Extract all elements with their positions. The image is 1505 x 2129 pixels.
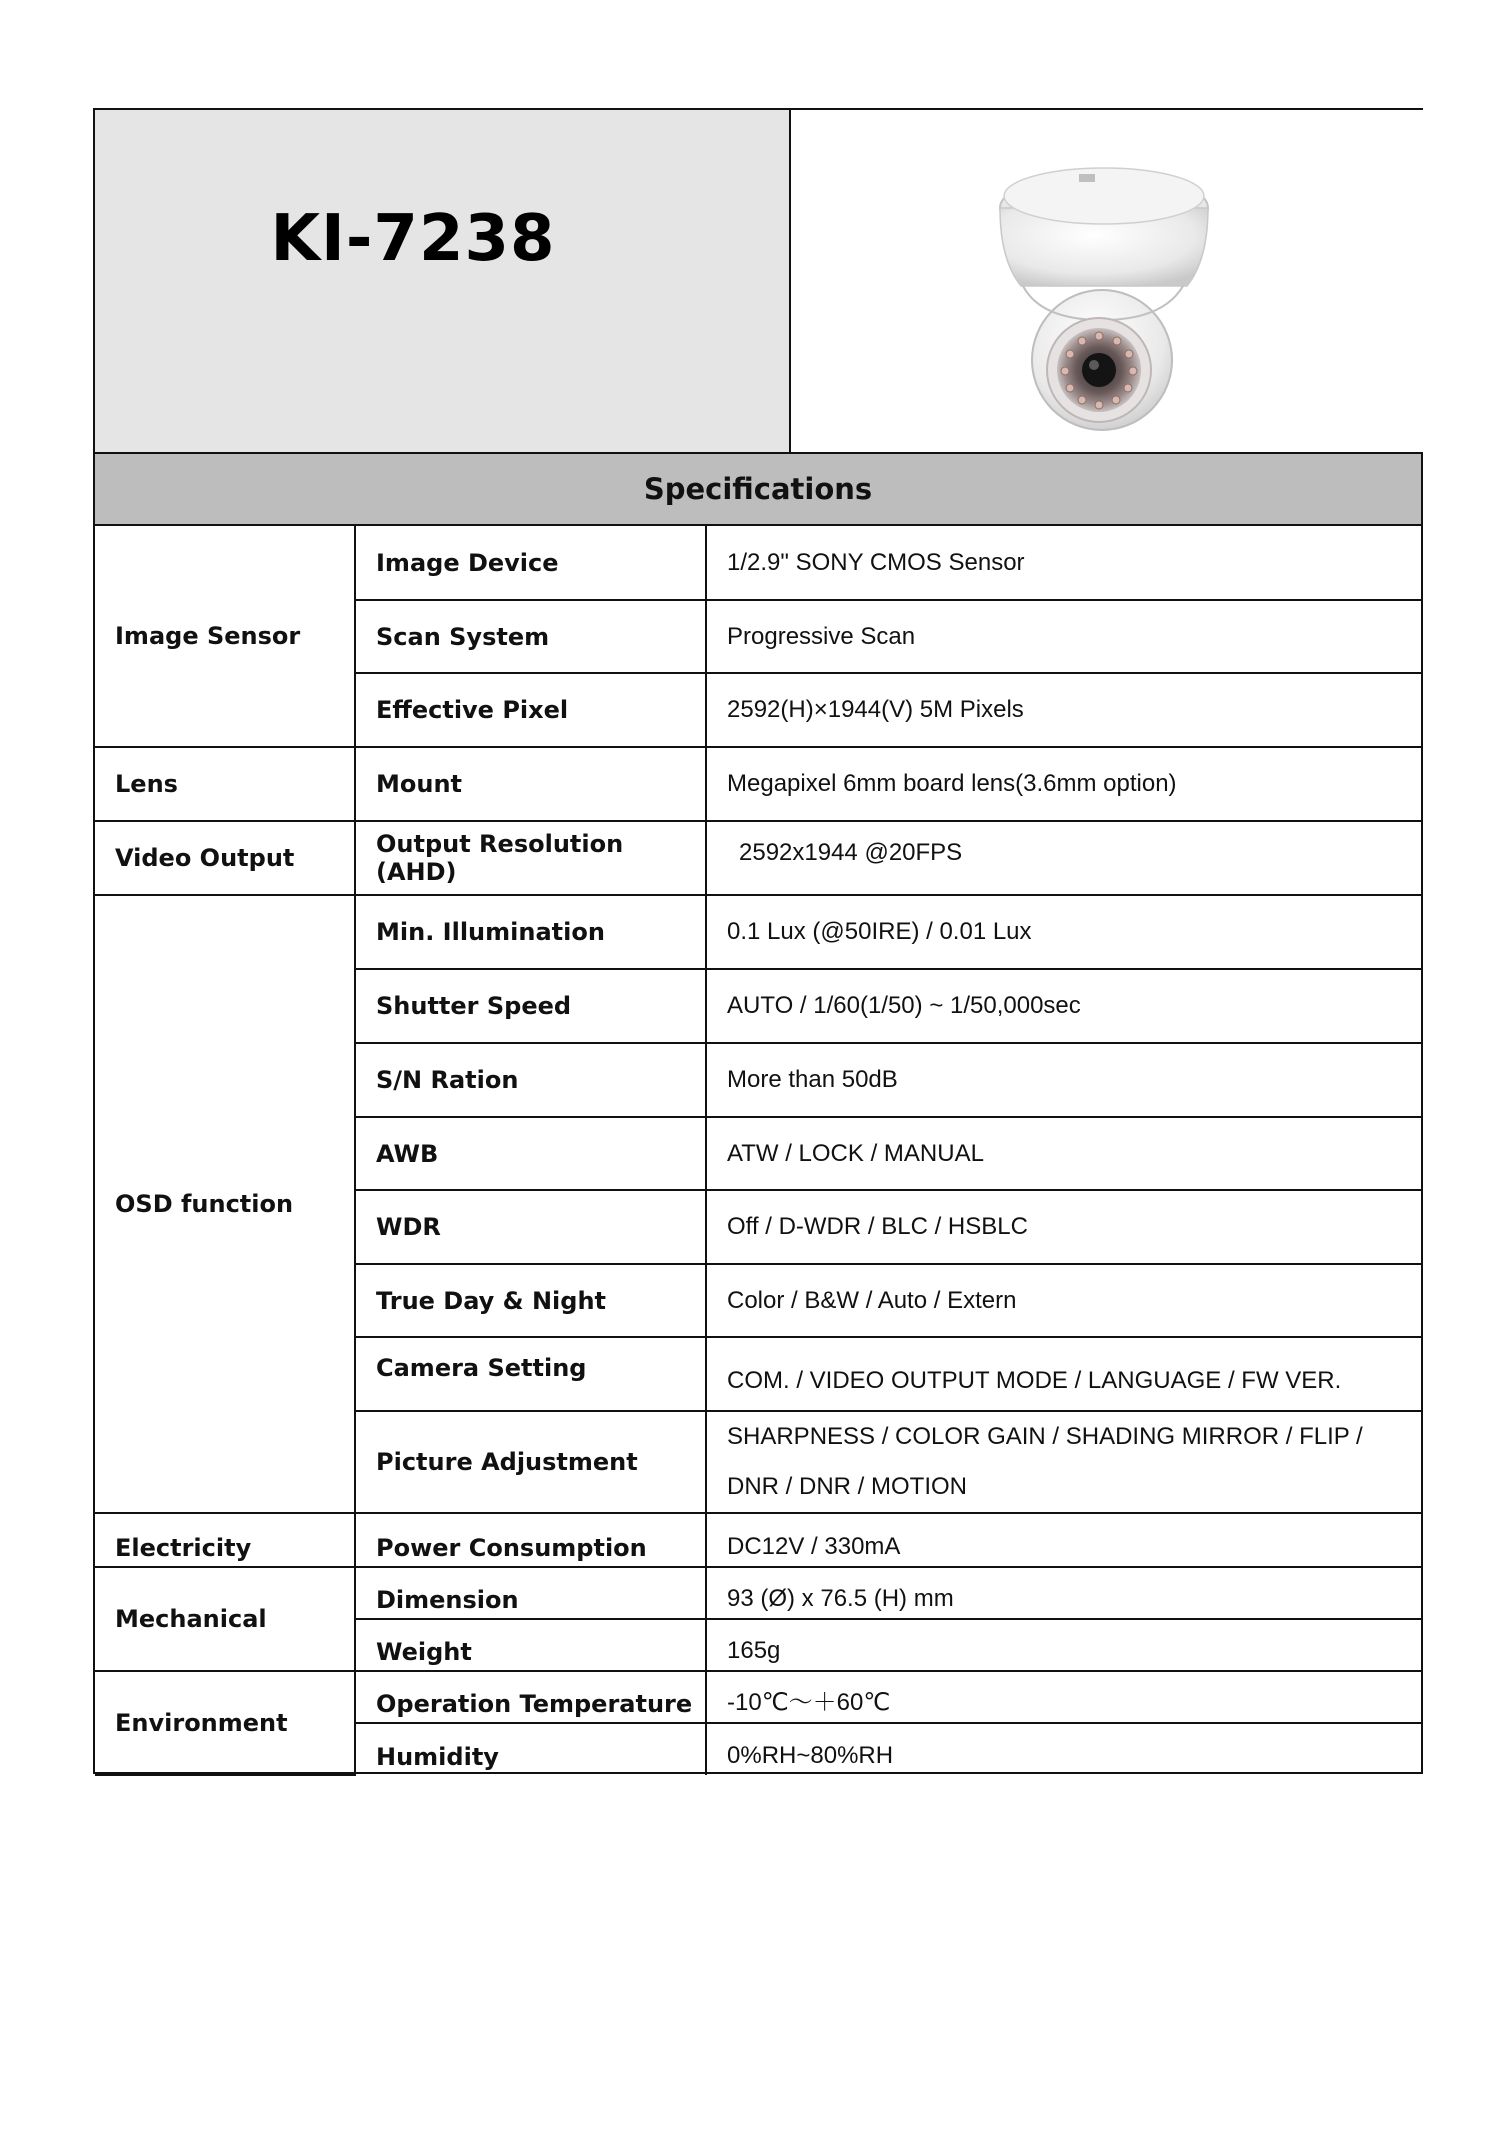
specifications-heading: Specifications bbox=[643, 472, 873, 506]
value-cell: 0%RH~80%RH bbox=[706, 1723, 1421, 1775]
table-row bbox=[95, 821, 1421, 895]
item-cell: Mount bbox=[355, 747, 706, 821]
item-cell: Weight bbox=[355, 1619, 706, 1671]
category-cell: Environment bbox=[95, 1671, 355, 1775]
category-cell: Electricity bbox=[95, 1513, 355, 1567]
category-cell: Lens bbox=[95, 747, 355, 821]
value-cell: COM. / VIDEO OUTPUT MODE / LANGUAGE / FW VER. bbox=[706, 1337, 1421, 1411]
item-cell: Scan System bbox=[355, 600, 706, 673]
item-cell: Image Device bbox=[355, 526, 706, 600]
category-cell: Mechanical bbox=[95, 1567, 355, 1671]
item-cell: S/N Ration bbox=[355, 1043, 706, 1117]
value-cell: Progressive Scan bbox=[706, 600, 1421, 673]
table-row bbox=[95, 747, 1421, 821]
value-cell: Color / B&W / Auto / Extern bbox=[706, 1264, 1421, 1337]
table-row bbox=[95, 526, 1421, 600]
item-cell: Dimension bbox=[355, 1567, 706, 1619]
product-photo-cell bbox=[791, 110, 1423, 452]
value-cell: -10℃～＋60℃ bbox=[706, 1671, 1421, 1723]
item-cell: AWB bbox=[355, 1117, 706, 1190]
value-cell: 2592(H)×1944(V) 5M Pixels bbox=[706, 673, 1421, 747]
value-cell: Megapixel 6mm board lens(3.6mm option) bbox=[706, 747, 1421, 821]
value-cell: 0.1 Lux (@50IRE) / 0.01 Lux bbox=[706, 895, 1421, 969]
item-cell: Output Resolution (AHD) bbox=[355, 821, 706, 895]
value-line: SHARPNESS / COLOR GAIN / SHADING MIRROR / FLIP / bbox=[727, 1423, 1363, 1450]
value-cell: AUTO / 1/60(1/50) ~ 1/50,000sec bbox=[706, 969, 1421, 1043]
header-row bbox=[95, 110, 1421, 454]
item-cell: Shutter Speed bbox=[355, 969, 706, 1043]
item-cell: Humidity bbox=[355, 1723, 706, 1775]
item-cell: True Day & Night bbox=[355, 1264, 706, 1337]
table-row bbox=[95, 1513, 1421, 1567]
category-cell: OSD function bbox=[95, 895, 355, 1513]
item-cell: Operation Temperature bbox=[355, 1671, 706, 1723]
item-cell: Power Consumption bbox=[355, 1513, 706, 1567]
table-row bbox=[95, 1567, 1421, 1619]
item-cell: Picture Adjustment bbox=[355, 1411, 706, 1513]
value-line: DNR / DNR / MOTION bbox=[727, 1473, 967, 1500]
table-row bbox=[95, 895, 1421, 969]
value-cell: More than 50dB bbox=[706, 1043, 1421, 1117]
model-cell bbox=[95, 110, 791, 452]
item-cell: Effective Pixel bbox=[355, 673, 706, 747]
item-cell: WDR bbox=[355, 1190, 706, 1264]
value-cell: ATW / LOCK / MANUAL bbox=[706, 1117, 1421, 1190]
category-cell: Image Sensor bbox=[95, 526, 355, 747]
value-cell: 165g bbox=[706, 1619, 1421, 1671]
item-cell: Min. Illumination bbox=[355, 895, 706, 969]
value-cell: DC12V / 330mA bbox=[706, 1513, 1421, 1567]
item-cell: Camera Setting bbox=[355, 1337, 706, 1411]
value-cell: 1/2.9" SONY CMOS Sensor bbox=[706, 526, 1421, 600]
model-title: KI-7238 bbox=[270, 202, 556, 276]
specifications-heading-band bbox=[95, 454, 1421, 526]
category-cell: Video Output bbox=[95, 821, 355, 895]
value-cell: 2592x1944 @20FPS bbox=[706, 821, 1421, 895]
table-row bbox=[95, 1671, 1421, 1723]
value-cell: Off / D-WDR / BLC / HSBLC bbox=[706, 1190, 1421, 1264]
value-cell bbox=[706, 1411, 1421, 1513]
value-cell: 93 (Ø) x 76.5 (H) mm bbox=[706, 1567, 1421, 1619]
dome-camera-icon bbox=[791, 110, 1423, 452]
spec-sheet bbox=[93, 108, 1423, 1774]
specifications-table bbox=[95, 526, 1421, 1776]
